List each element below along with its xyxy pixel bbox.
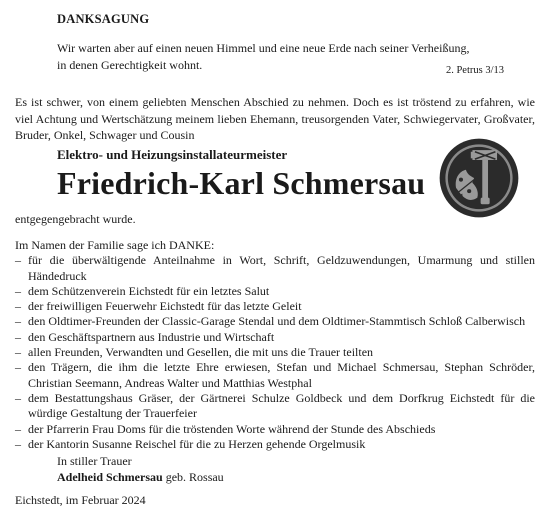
thanks-item: – dem Schützenverein Eichstedt für ein letztes Salut [15, 284, 535, 299]
signature-line: In stiller Trauer [57, 454, 132, 468]
signature-name: Adelheid Schmersau [57, 470, 163, 484]
signature-maiden-name: geb. Rossau [165, 470, 224, 484]
profession-title: Elektro- und Heizungsinstallateurmeister [57, 147, 288, 162]
thanks-item: – der freiwilligen Feuerwehr Eichstedt für das letzte Geleit [15, 299, 535, 314]
place-date: Eichstedt, im Februar 2024 [15, 493, 146, 507]
thanks-item: – der Kantorin Susanne Reischel für die zu Herzen gehende Orgelmusik [15, 437, 535, 452]
thanks-item: – für die überwältigende Anteilnahme in Wort, Schrift, Geldzuwendungen, Umarmung und stillen Händedruck [15, 253, 535, 284]
bible-verse [57, 40, 497, 74]
verse-line-2: in denen Gerechtigkeit wohnt. [57, 58, 203, 72]
signature-block [57, 453, 224, 485]
tail-text: entgegengebracht wurde. [15, 212, 136, 226]
hammer-oak-leaf-emblem-icon [438, 137, 520, 219]
thanks-item: – den Trägern, die ihm die letzte Ehre erwiesen, Stefan und Michael Schmersau, Stephan Schröder, Christian Seemann, Andreas Walter und Matthias Westphal [15, 360, 535, 391]
thanks-item: – den Oldtimer-Freunden der Classic-Garage Stendal und dem Oldtimer-Stammtisch Schloß Calberwisch [15, 314, 535, 329]
thanks-section [15, 238, 535, 452]
deceased-name: Friedrich-Karl Schmersau [57, 165, 426, 201]
thanks-item: – dem Bestattungshaus Gräser, der Gärtnerei Schulze Goldbeck und dem Dorfkrug Eichstedt für die würdige Gestaltung der Trauerfeier [15, 391, 535, 422]
signature-name-line [57, 469, 224, 485]
thanks-item: – allen Freunden, Verwandten und Gesellen, die mit uns die Trauer teilten [15, 345, 535, 360]
verse-line-1: Wir warten aber auf einen neuen Himmel und eine neue Erde nach seiner Verheißung, [57, 41, 470, 55]
verse-reference: 2. Petrus 3/13 [445, 65, 504, 76]
intro-paragraph: Es ist schwer, von einem geliebten Menschen Abschied zu nehmen. Doch es ist tröstend zu erfahren, wie viel Achtung und Wertschätzung meinem lieben Ehemann, treusorgenden Vater, Schwiegervater, Großvater, Bruder, Onkel, Schwager und Cousin [15, 95, 535, 142]
thanks-item: – der Pfarrerin Frau Doms für die tröstenden Worte während der Stunde des Abschieds [15, 422, 535, 437]
thanks-intro: Im Namen der Familie sage ich DANKE: [15, 238, 215, 252]
heading: DANKSAGUNG [57, 12, 150, 26]
thanks-item: – den Geschäftspartnern aus Industrie und Wirtschaft [15, 330, 535, 345]
